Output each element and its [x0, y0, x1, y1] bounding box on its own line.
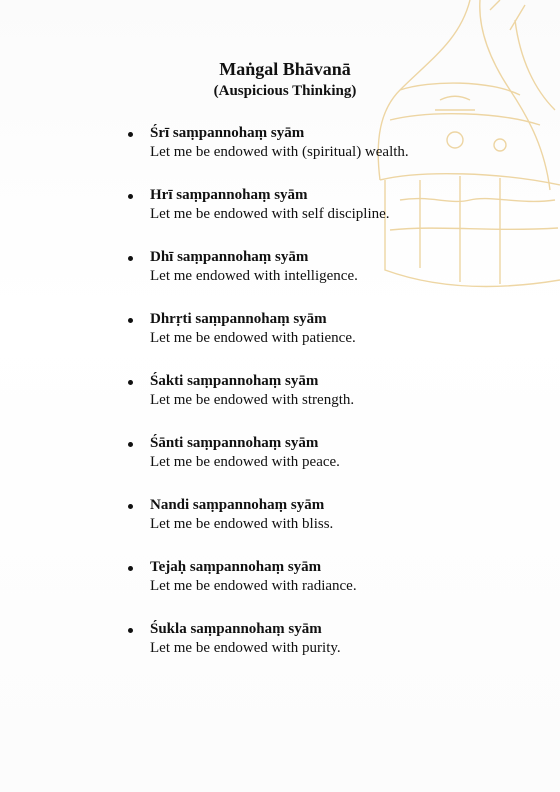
title-block: [0, 58, 560, 101]
meaning-text: Let me be endowed with self discipline.: [150, 206, 390, 222]
meaning-text: Let me be endowed with strength.: [150, 392, 355, 408]
mantra-text: Nandi saṃpannohaṃ syām: [150, 497, 325, 513]
list-item: [122, 310, 522, 372]
mantra-text: Śukla saṃpannohaṃ syām: [150, 621, 322, 637]
meaning-text: Let me endowed with intelligence.: [150, 268, 358, 284]
list-item: [122, 434, 522, 496]
meaning-text: Let me be endowed with radiance.: [150, 578, 357, 594]
bullet-icon: [128, 318, 133, 323]
bullet-icon: [128, 566, 133, 571]
bullet-icon: [128, 504, 133, 509]
list-item: [122, 558, 522, 620]
meaning-text: Let me be endowed with (spiritual) wealth.: [150, 144, 409, 160]
mantra-list: [122, 124, 522, 682]
mantra-text: Śakti saṃpannohaṃ syām: [150, 373, 319, 389]
meaning-text: Let me be endowed with purity.: [150, 640, 341, 656]
bullet-icon: [128, 256, 133, 261]
mantra-text: Tejaḥ saṃpannohaṃ syām: [150, 559, 322, 575]
meaning-text: Let me be endowed with bliss.: [150, 516, 334, 532]
page-subtitle: (Auspicious Thinking): [213, 83, 357, 99]
list-item: [122, 248, 522, 310]
bullet-icon: [128, 380, 133, 385]
list-item: [122, 186, 522, 248]
mantra-text: Hrī saṃpannohaṃ syām: [150, 187, 308, 203]
bullet-icon: [128, 194, 133, 199]
list-item: [122, 496, 522, 558]
list-item: [122, 124, 522, 186]
mantra-text: Dhrṛti saṃpannohaṃ syām: [150, 311, 327, 327]
bullet-icon: [128, 132, 133, 137]
meaning-text: Let me be endowed with patience.: [150, 330, 356, 346]
meaning-text: Let me be endowed with peace.: [150, 454, 340, 470]
list-item: [122, 372, 522, 434]
bullet-icon: [128, 442, 133, 447]
page-title: Maṅgal Bhāvanā: [219, 59, 351, 79]
list-item: [122, 620, 522, 682]
mantra-text: Dhī saṃpannohaṃ syām: [150, 249, 309, 265]
mantra-text: Śānti saṃpannohaṃ syām: [150, 435, 319, 451]
bullet-icon: [128, 628, 133, 633]
mantra-text: Śrī saṃpannohaṃ syām: [150, 125, 305, 141]
